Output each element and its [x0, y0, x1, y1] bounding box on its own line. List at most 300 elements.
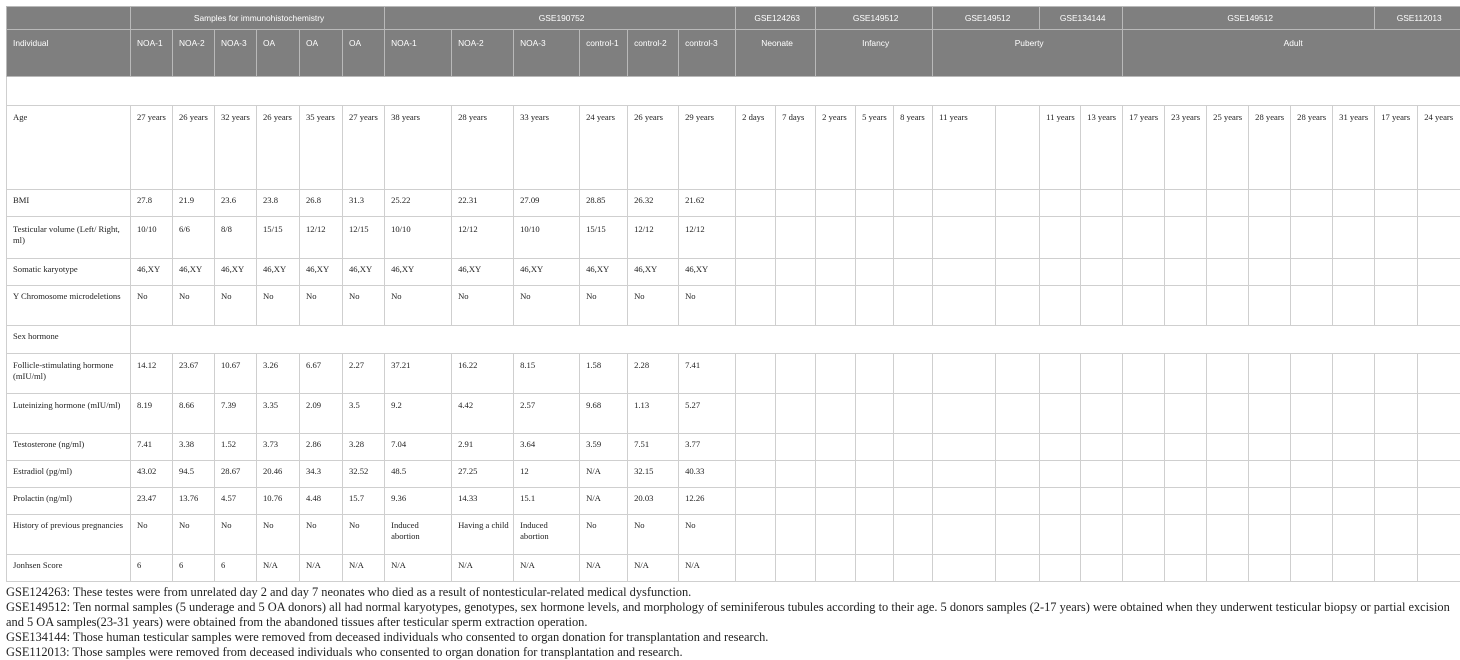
table-cell	[776, 259, 816, 286]
table-cell: 23.47	[131, 488, 173, 515]
table-cell: 4.57	[215, 488, 257, 515]
table-cell	[1040, 434, 1081, 461]
header-row-datasets	[7, 7, 1460, 30]
individual-header-cell: NOA-1	[385, 30, 452, 77]
table-cell	[894, 555, 933, 582]
table-cell: 13 years	[1081, 106, 1123, 190]
table-cell: No	[257, 515, 300, 555]
table-cell: 3.26	[257, 354, 300, 394]
table-cell: No	[679, 286, 736, 326]
table-cell: No	[131, 515, 173, 555]
table-cell: 8.19	[131, 394, 173, 434]
table-cell: 31 years	[1333, 106, 1375, 190]
table-row	[7, 190, 1460, 217]
footnote: GSE134144: Those human testicular samples were removed from deceased individuals who consented to organ donation for transplantation and research.	[6, 630, 1456, 645]
table-cell: 7.41	[131, 434, 173, 461]
table-cell	[1040, 461, 1081, 488]
table-cell: 46,XY	[343, 259, 385, 286]
table-cell: 46,XY	[452, 259, 514, 286]
table-cell: 7.51	[628, 434, 679, 461]
table-cell: 3.28	[343, 434, 385, 461]
table-cell: 2.27	[343, 354, 385, 394]
table-cell	[933, 515, 996, 555]
table-cell	[1333, 394, 1375, 434]
table-cell: 46,XY	[514, 259, 580, 286]
table-cell: 27.09	[514, 190, 580, 217]
table-cell	[736, 434, 776, 461]
table-cell: No	[452, 286, 514, 326]
table-cell	[1165, 354, 1207, 394]
table-cell	[1081, 217, 1123, 259]
table-cell	[996, 286, 1040, 326]
table-cell: 2.28	[628, 354, 679, 394]
table-cell	[1165, 394, 1207, 434]
table-cell	[1207, 434, 1249, 461]
table-cell	[816, 434, 856, 461]
table-cell: 16.22	[452, 354, 514, 394]
header-row-individuals	[7, 30, 1460, 77]
table-cell	[856, 354, 894, 394]
table-cell	[776, 515, 816, 555]
table-cell: 32.52	[343, 461, 385, 488]
table-cell: 25.22	[385, 190, 452, 217]
individual-header-cell: Adult	[1123, 30, 1460, 77]
table-cell	[1165, 190, 1207, 217]
individual-header-cell: control-1	[580, 30, 628, 77]
table-cell: No	[300, 286, 343, 326]
table-cell	[933, 394, 996, 434]
table-cell	[736, 286, 776, 326]
table-cell	[1249, 461, 1291, 488]
table-cell	[856, 555, 894, 582]
table-cell: 2 days	[736, 106, 776, 190]
table-cell	[1291, 217, 1333, 259]
dataset-header-cell: GSE149512	[816, 7, 933, 30]
table-cell	[1375, 394, 1418, 434]
table-cell	[776, 354, 816, 394]
table-cell	[1207, 286, 1249, 326]
spacer-cell	[7, 77, 1460, 106]
table-cell	[1333, 555, 1375, 582]
table-cell: 12	[514, 461, 580, 488]
table-cell: N/A	[257, 555, 300, 582]
individual-header-cell: OA	[300, 30, 343, 77]
table-cell: 8.15	[514, 354, 580, 394]
table-cell	[736, 515, 776, 555]
table-cell	[1333, 461, 1375, 488]
table-cell	[1207, 555, 1249, 582]
table-cell: 28 years	[452, 106, 514, 190]
table-cell	[1249, 259, 1291, 286]
row-label: Sex hormone	[7, 326, 131, 354]
table-cell	[1333, 434, 1375, 461]
individual-header-cell: Neonate	[736, 30, 816, 77]
table-cell	[776, 555, 816, 582]
table-cell: 12.26	[679, 488, 736, 515]
table-cell	[1081, 286, 1123, 326]
table-cell: 6	[131, 555, 173, 582]
table-cell	[1418, 434, 1460, 461]
table-row	[7, 259, 1460, 286]
table-cell: 17 years	[1375, 106, 1418, 190]
table-cell: 8 years	[894, 106, 933, 190]
table-cell: N/A	[679, 555, 736, 582]
table-cell: 32.15	[628, 461, 679, 488]
table-cell	[1165, 461, 1207, 488]
table-cell: 6	[215, 555, 257, 582]
table-cell: 46,XY	[385, 259, 452, 286]
table-cell	[1249, 394, 1291, 434]
table-cell: 17 years	[1123, 106, 1165, 190]
table-cell: 48.5	[385, 461, 452, 488]
table-cell	[1165, 217, 1207, 259]
table-cell: 32 years	[215, 106, 257, 190]
table-cell	[816, 515, 856, 555]
table-cell	[1249, 488, 1291, 515]
table-row	[7, 555, 1460, 582]
table-cell: No	[628, 515, 679, 555]
table-cell	[1123, 434, 1165, 461]
individual-header-cell: OA	[257, 30, 300, 77]
dataset-header-cell: GSE112013	[1375, 7, 1460, 30]
table-cell	[1207, 354, 1249, 394]
table-cell	[816, 394, 856, 434]
table-cell	[894, 354, 933, 394]
table-cell	[1375, 515, 1418, 555]
table-cell	[816, 190, 856, 217]
table-cell	[1249, 217, 1291, 259]
table-cell: 5.27	[679, 394, 736, 434]
table-cell	[996, 555, 1040, 582]
table-cell	[1291, 515, 1333, 555]
table-cell: 29 years	[679, 106, 736, 190]
table-cell: 34.3	[300, 461, 343, 488]
table-cell	[1333, 354, 1375, 394]
table-cell	[1333, 515, 1375, 555]
table-cell: 27 years	[131, 106, 173, 190]
table-cell	[1418, 394, 1460, 434]
table-cell	[1418, 190, 1460, 217]
table-cell: 46,XY	[257, 259, 300, 286]
table-cell	[1040, 394, 1081, 434]
table-cell	[776, 434, 816, 461]
table-cell: 24 years	[1418, 106, 1460, 190]
table-cell	[1207, 461, 1249, 488]
table-cell	[856, 286, 894, 326]
table-cell: No	[580, 515, 628, 555]
row-label: Estradiol (pg/ml)	[7, 461, 131, 488]
row-label: Prolactin (ng/ml)	[7, 488, 131, 515]
table-cell: 1.58	[580, 354, 628, 394]
table-cell: 46,XY	[580, 259, 628, 286]
table-cell	[1291, 286, 1333, 326]
table-cell	[816, 259, 856, 286]
table-cell: 12/12	[452, 217, 514, 259]
table-cell	[816, 555, 856, 582]
table-cell	[1081, 354, 1123, 394]
table-cell	[1123, 394, 1165, 434]
table-cell	[1040, 286, 1081, 326]
table-cell	[1291, 461, 1333, 488]
table-cell	[894, 394, 933, 434]
table-cell	[736, 461, 776, 488]
table-cell	[1249, 354, 1291, 394]
table-cell: 27.8	[131, 190, 173, 217]
table-cell	[1123, 555, 1165, 582]
table-cell: 10.76	[257, 488, 300, 515]
table-cell: No	[628, 286, 679, 326]
table-cell	[1418, 217, 1460, 259]
table-row	[7, 106, 1460, 190]
table-cell	[933, 555, 996, 582]
table-cell: No	[215, 286, 257, 326]
table-cell	[1333, 259, 1375, 286]
table-cell	[894, 461, 933, 488]
table-cell	[1207, 515, 1249, 555]
table-cell: 4.48	[300, 488, 343, 515]
table-cell	[1207, 217, 1249, 259]
table-cell	[856, 259, 894, 286]
table-cell	[996, 434, 1040, 461]
dataset-header-cell	[7, 7, 131, 30]
table-cell: 15.7	[343, 488, 385, 515]
table-cell: 43.02	[131, 461, 173, 488]
table-cell	[1375, 354, 1418, 394]
table-cell	[1165, 259, 1207, 286]
row-label: Follicle-stimulating hormone (mIU/ml)	[7, 354, 131, 394]
table-cell: 1.52	[215, 434, 257, 461]
table-cell	[894, 488, 933, 515]
table-cell: 22.31	[452, 190, 514, 217]
table-cell	[1418, 461, 1460, 488]
table-cell: 6/6	[173, 217, 215, 259]
table-cell	[996, 106, 1040, 190]
table-cell: 40.33	[679, 461, 736, 488]
individual-header-cell: OA	[343, 30, 385, 77]
table-cell: 10/10	[514, 217, 580, 259]
dataset-header-cell: GSE134144	[1040, 7, 1123, 30]
table-cell: N/A	[580, 488, 628, 515]
table-cell: 2.86	[300, 434, 343, 461]
table-cell: 31.3	[343, 190, 385, 217]
table-cell: 1.13	[628, 394, 679, 434]
table-cell	[1291, 354, 1333, 394]
footnote: GSE149512: Ten normal samples (5 underage and 5 OA donors) all had normal karyotypes, genotypes, sex hormone levels, and morphology of seminiferous tubules according to their age. 5 donors samples (2-17 years) were obtained when they underwent testicular biopsy or partial excision and 5 OA samples(23-31 years) were obtained from the abandoned tissues after testicular sperm extraction operation.	[6, 600, 1456, 630]
table-cell	[816, 488, 856, 515]
table-cell	[1165, 434, 1207, 461]
table-row	[7, 217, 1460, 259]
table-cell	[1123, 286, 1165, 326]
table-cell: 9.36	[385, 488, 452, 515]
individual-header-cell: NOA-2	[173, 30, 215, 77]
table-cell	[1081, 461, 1123, 488]
table-cell: N/A	[385, 555, 452, 582]
table-row	[7, 515, 1460, 555]
table-cell	[1207, 394, 1249, 434]
table-cell	[1249, 515, 1291, 555]
table-row	[7, 286, 1460, 326]
table-cell: 23.6	[215, 190, 257, 217]
table-cell	[996, 190, 1040, 217]
table-cell	[1123, 354, 1165, 394]
table-cell: 26 years	[173, 106, 215, 190]
table-cell: No	[173, 286, 215, 326]
table-cell: 8/8	[215, 217, 257, 259]
table-cell	[1123, 190, 1165, 217]
footnote: GSE112013: Those samples were removed from deceased individuals who consented to organ donation for transplantation and research.	[6, 645, 1456, 660]
table-cell	[1375, 461, 1418, 488]
table-cell	[1249, 286, 1291, 326]
table-cell	[736, 488, 776, 515]
table-cell: 28.85	[580, 190, 628, 217]
table-cell: 14.33	[452, 488, 514, 515]
table-cell	[933, 190, 996, 217]
table-cell: 46,XY	[131, 259, 173, 286]
table-cell: 20.03	[628, 488, 679, 515]
table-cell	[1291, 434, 1333, 461]
table-cell	[816, 286, 856, 326]
table-cell	[1165, 555, 1207, 582]
table-cell	[894, 259, 933, 286]
table-cell: 12/15	[343, 217, 385, 259]
table-cell	[776, 286, 816, 326]
table-cell: 7.41	[679, 354, 736, 394]
table-cell: 27 years	[343, 106, 385, 190]
table-cell: 46,XY	[679, 259, 736, 286]
individual-header-cell: control-3	[679, 30, 736, 77]
table-cell: 35 years	[300, 106, 343, 190]
table-cell	[736, 190, 776, 217]
table-cell: 3.38	[173, 434, 215, 461]
table-cell: 26.32	[628, 190, 679, 217]
table-cell	[816, 217, 856, 259]
table-cell: 6.67	[300, 354, 343, 394]
table-cell	[933, 434, 996, 461]
table-cell: No	[257, 286, 300, 326]
table-cell: 7 days	[776, 106, 816, 190]
table-cell: 2.57	[514, 394, 580, 434]
table-cell	[1207, 259, 1249, 286]
table-cell	[1040, 217, 1081, 259]
table-cell	[1375, 217, 1418, 259]
table-cell	[1207, 190, 1249, 217]
table-cell	[1081, 190, 1123, 217]
table-cell: No	[580, 286, 628, 326]
table-cell	[1040, 488, 1081, 515]
table-cell	[856, 434, 894, 461]
table-cell: No	[679, 515, 736, 555]
table-cell: 7.39	[215, 394, 257, 434]
table-cell	[996, 354, 1040, 394]
table-cell	[996, 394, 1040, 434]
table-cell	[996, 515, 1040, 555]
table-cell	[856, 394, 894, 434]
table-cell: 28 years	[1291, 106, 1333, 190]
table-cell	[1418, 259, 1460, 286]
section-spacer-cell	[131, 326, 1460, 354]
table-cell	[1040, 354, 1081, 394]
table-cell	[1165, 515, 1207, 555]
individual-header-cell: Infancy	[816, 30, 933, 77]
table-footnotes	[6, 585, 1456, 660]
table-cell: Induced abortion	[514, 515, 580, 555]
table-cell: 2.09	[300, 394, 343, 434]
row-label: BMI	[7, 190, 131, 217]
table-cell	[856, 461, 894, 488]
table-cell: 21.9	[173, 190, 215, 217]
table-cell	[776, 190, 816, 217]
dataset-header-cell: GSE149512	[933, 7, 1040, 30]
table-cell: 15/15	[257, 217, 300, 259]
table-cell	[1040, 555, 1081, 582]
table-cell: 5 years	[856, 106, 894, 190]
table-cell: 46,XY	[628, 259, 679, 286]
table-cell: 12/12	[679, 217, 736, 259]
table-cell: 3.73	[257, 434, 300, 461]
table-cell: 23.8	[257, 190, 300, 217]
table-container	[6, 6, 1456, 660]
table-cell: 2 years	[816, 106, 856, 190]
table-cell	[1418, 354, 1460, 394]
table-cell	[1249, 190, 1291, 217]
table-cell: 23.67	[173, 354, 215, 394]
table-cell: 46,XY	[173, 259, 215, 286]
table-cell	[933, 488, 996, 515]
table-cell: N/A	[580, 555, 628, 582]
table-cell	[1418, 515, 1460, 555]
table-cell: 10/10	[385, 217, 452, 259]
table-cell	[1333, 217, 1375, 259]
table-cell: 4.42	[452, 394, 514, 434]
row-label: Y Chromosome microdeletions	[7, 286, 131, 326]
table-cell: No	[131, 286, 173, 326]
table-cell	[996, 461, 1040, 488]
table-cell	[736, 354, 776, 394]
table-cell: 7.04	[385, 434, 452, 461]
table-cell	[1375, 434, 1418, 461]
dataset-header-cell: GSE149512	[1123, 7, 1375, 30]
table-cell	[1165, 488, 1207, 515]
dataset-header-cell: GSE124263	[736, 7, 816, 30]
table-cell: 26 years	[628, 106, 679, 190]
table-cell: 11 years	[933, 106, 996, 190]
table-row	[7, 394, 1460, 434]
row-label: Somatic karyotype	[7, 259, 131, 286]
table-cell	[776, 488, 816, 515]
table-cell	[776, 217, 816, 259]
table-cell: 6	[173, 555, 215, 582]
table-cell	[1333, 190, 1375, 217]
table-cell	[776, 394, 816, 434]
table-cell: N/A	[580, 461, 628, 488]
row-label: Testicular volume (Left/ Right, ml)	[7, 217, 131, 259]
table-cell	[736, 555, 776, 582]
table-cell: 2.91	[452, 434, 514, 461]
table-cell: Induced abortion	[385, 515, 452, 555]
table-cell	[894, 217, 933, 259]
table-cell: 10.67	[215, 354, 257, 394]
table-cell	[1291, 394, 1333, 434]
table-cell: 8.66	[173, 394, 215, 434]
table-cell	[856, 190, 894, 217]
table-cell: N/A	[300, 555, 343, 582]
dataset-header-cell: GSE190752	[385, 7, 736, 30]
row-label: Age	[7, 106, 131, 190]
table-cell: 26 years	[257, 106, 300, 190]
table-row	[7, 461, 1460, 488]
table-cell	[816, 354, 856, 394]
table-cell	[1081, 555, 1123, 582]
